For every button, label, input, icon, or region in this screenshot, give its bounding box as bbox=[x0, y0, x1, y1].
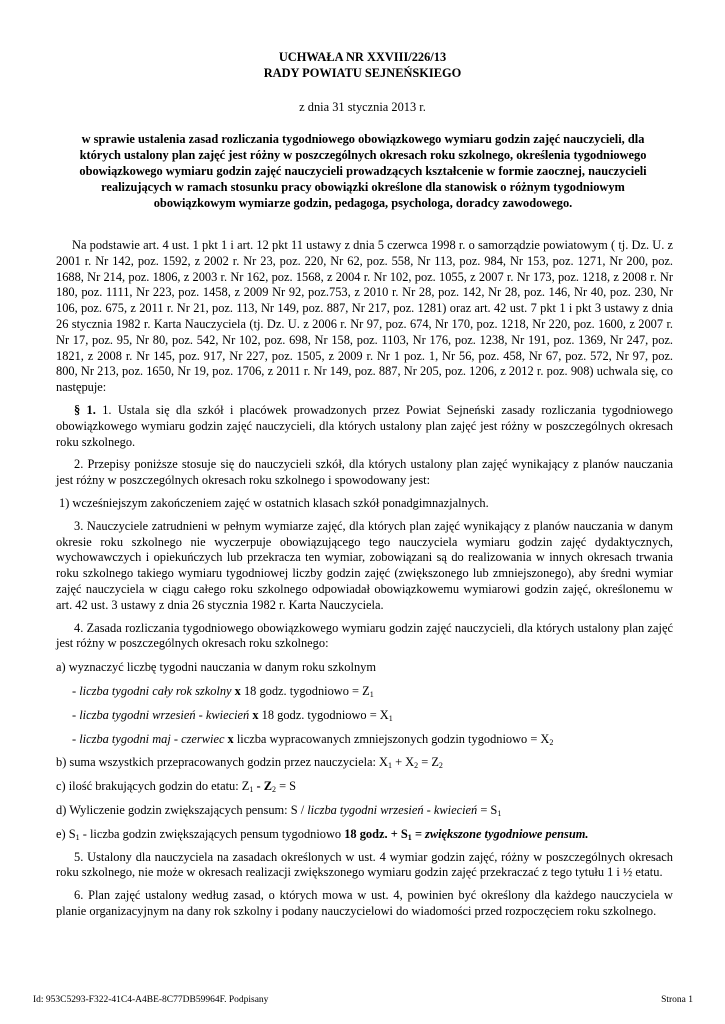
point-c-mid: - Z bbox=[253, 779, 272, 794]
point-e-text: - liczba godzin zwiększających pensum tygodniowo bbox=[79, 826, 345, 841]
times-sign: x bbox=[224, 731, 234, 746]
resolution-date: z dnia 31 stycznia 2013 r. bbox=[299, 100, 426, 114]
subscript: 1 bbox=[249, 785, 254, 795]
point-a: a) wyznaczyć liczbę tygodni nauczania w danym roku szkolnym bbox=[56, 660, 376, 675]
page-number: Strona 1 bbox=[661, 995, 693, 1005]
point-b-text: b) suma wszystkich przepracowanych godzin przez nauczyciela: X bbox=[56, 755, 388, 770]
subscript: 2 bbox=[438, 761, 443, 771]
subscript: 2 bbox=[271, 785, 276, 795]
formula-x1: 18 godz. tygodniowo = X bbox=[258, 707, 389, 722]
document-id: Id: 953C5293-F322-41C4-A4BE-8C77DB59964F. Podpisany bbox=[33, 995, 269, 1005]
point-e bbox=[56, 827, 673, 843]
point-a-line-1 bbox=[56, 684, 673, 700]
point-c bbox=[56, 779, 673, 795]
subscript: 1 bbox=[388, 713, 393, 723]
point-e-bold: 18 godz. + S bbox=[344, 826, 408, 841]
section-mark: § 1. bbox=[74, 402, 96, 417]
times-sign: x bbox=[249, 707, 259, 722]
point-d-italic: liczba tygodni wrzesień - kwiecień bbox=[307, 802, 478, 817]
subscript: 1 bbox=[75, 832, 80, 842]
point-e-result: = zwiększone tygodniowe pensum. bbox=[411, 826, 589, 841]
paragraph-5: 5. Ustalony dla nauczyciela na zasadach określonych w ust. 4 wymiar godzin zajęć, różny w poszczególnych okresach roku szkolnego, nie może w okresach realizacji zwiększonego wymiaru godzin zajęć przekraczać z tego tytułu 1 i ½ etatu. bbox=[56, 849, 673, 880]
subscript: 1 bbox=[407, 832, 412, 842]
point-d-end: = S bbox=[477, 802, 498, 817]
point-d bbox=[56, 803, 673, 819]
page-footer bbox=[33, 994, 693, 1006]
weeks-full-year: liczba tygodni cały rok szkolny bbox=[79, 683, 232, 698]
point-b bbox=[56, 755, 673, 771]
council-name: RADY POWIATU SEJNEŃSKIEGO bbox=[263, 66, 462, 80]
point-e-pre: e) S bbox=[56, 826, 76, 841]
document-body bbox=[56, 238, 673, 920]
point-d-text: d) Wyliczenie godzin zwiększających pensum: S / bbox=[56, 802, 308, 817]
dash: - bbox=[72, 731, 80, 746]
paragraph-4: 4. Zasada rozliczania tygodniowego obowiązkowego wymiaru godzin zajęć nauczycieli, dla których ustalony plan zajęć jest różny w poszczególnych okresach roku szkolnego: bbox=[56, 620, 673, 651]
paragraph-2: 2. Przepisy poniższe stosuje się do nauczycieli szkół, dla których ustalony plan zajęć wynikający z planów nauczania jest różny w poszczególnych okresach roku szkolnego i spowodowany jest: bbox=[56, 457, 673, 488]
subscript: 1 bbox=[388, 761, 392, 771]
formula-x2: liczba wypracowanych zmniejszonych godzin tygodniowo = X bbox=[233, 731, 550, 746]
point-c-end: = S bbox=[275, 779, 297, 794]
subscript: 2 bbox=[549, 737, 554, 747]
point-a-line-2 bbox=[56, 708, 673, 724]
dash: - bbox=[72, 707, 80, 722]
subscript: 1 bbox=[497, 808, 502, 818]
point-b-mid: + X bbox=[392, 755, 415, 770]
section-1-text: 1. Ustala się dla szkół i placówek prowadzonych przez Powiat Sejneński zasady rozliczania tygodniowego obowiązkowego wymiaru godzin zajęć nauczycieli, dla których ustalony plan zajęć jest różny w poszczególnych okresach roku szkolnego. bbox=[56, 402, 673, 449]
section-1-paragraph-1 bbox=[56, 403, 673, 450]
dash: - bbox=[72, 683, 80, 698]
formula-z1: 18 godz. tygodniowo = Z bbox=[240, 683, 370, 698]
times-sign: x bbox=[231, 683, 241, 698]
resolution-subject: w sprawie ustalenia zasad rozliczania tygodniowego obowiązkowego wymiaru godzin zajęć nauczycieli, dla których ustalony plan zajęć jest różny w poszczególnych okresach roku szkolnego, określenia tygodniowego obowiązkowego wymiaru godzin zajęć nauczycieli prowadzących kształcenie w formie zaocznej, nauczycieli realizujących w ramach stosunku pracy obowiązki określone dla stanowisk o różnym tygodniowym obowiązkowym wymiarze godzin, pedagoga, psychologa, doradcy zawodowego. bbox=[79, 132, 647, 210]
paragraph-2-item-1: 1) wcześniejszym zakończeniem zajęć w ostatnich klasach szkół ponadgimnazjalnych. bbox=[59, 495, 489, 510]
paragraph-6: 6. Plan zajęć ustalony według zasad, o których mowa w ust. 4, powinien być określony dla każdego nauczyciela w planie organizacyjnym na dany rok szkolny i podany nauczycielowi do wiadomości przed rozpoczęciem roku szkolnego. bbox=[56, 888, 673, 918]
point-c-text: c) ilość brakujących godzin do etatu: Z bbox=[56, 779, 250, 794]
subscript: 1 bbox=[369, 689, 374, 699]
weeks-sep-apr: liczba tygodni wrzesień - kwiecień bbox=[79, 707, 250, 722]
point-a-line-3 bbox=[56, 732, 673, 748]
paragraph-3: 3. Nauczyciele zatrudnieni w pełnym wymiarze zajęć, dla których plan zajęć wynikający z planów nauczania w danym okresie roku szkolnego nie wyczerpuje obowiązującego tego nauczyciela wymiaru godzin zajęć dydaktycznych, wychowawczych i opiekuńczych lub przekracza ten wymiar, zobowiązani są do realizowania w innych okresach trwania roku szkolnego takiego wymiaru tygodniowej liczby godzin zajęć (zwiększonego lub zmniejszonego), aby średni wymiar zajęć nauczyciela w ciągu całego roku szkolnego odpowiadał obowiązkowemu wymiarowi godzin zajęć, określonemu w art. 42 ust. 3 ustawy z dnia 26 stycznia 1982 r. Karta Nauczyciela. bbox=[56, 518, 673, 612]
weeks-may-jun: liczba tygodni maj - czerwiec bbox=[79, 731, 225, 746]
resolution-number: UCHWAŁA NR XXVIII/226/13 bbox=[278, 50, 447, 64]
subscript: 2 bbox=[414, 761, 419, 771]
point-b-eq: = Z bbox=[418, 755, 439, 770]
preamble-paragraph: Na podstawie art. 4 ust. 1 pkt 1 i art. 12 pkt 11 ustawy z dnia 5 czerwca 1998 r. o samorządzie powiatowym ( tj. Dz. U. z 2001 r. Nr 142, poz. 1592, z 2002 r. Nr 23, poz. 220, Nr 62, poz. 558, Nr 113, poz. 984, Nr 153, poz. 1271, Nr 200, poz. 1688, Nr 214, poz. 1806, z 2003 r. Nr 162, poz. 1568, z 2004 r. Nr 102, poz. 1055, z 2007 r. Nr 173, poz. 1218, z 2008 r. Nr 180, poz. 1111, Nr 223, poz. 1458, z 2009 Nr 92, poz.753, z 2010 r. Nr 28, poz. 142, Nr 28, poz. 146, Nr 40, poz. 230, Nr 106, poz. 675, z 2011 r. Nr 21, poz. 113, Nr 149, poz. 887, Nr 217, poz. 1281) oraz art. 42 ust. 7 pkt 1 i pkt 3 ustawy z dnia 26 stycznia 1982 r. Karta Nauczyciela (tj. Dz. U. z 2006 r. Nr 97, poz. 674, Nr 170, poz. 1218, Nr 220, poz. 1600, z 2007 r. Nr 17, poz. 95, Nr 80, poz. 542, Nr 102, poz. 698, Nr 158, poz. 1103, Nr 176, poz. 1238, Nr 191, poz. 1369, Nr 247, poz. 1821, z 2008 r. Nr 145, poz. 917, Nr 227, poz. 1505, z 2009 r. Nr 1 poz. 1, Nr 56, poz. 458, Nr 67, poz. 572, Nr 97, poz. 800, Nr 213, poz. 1650, Nr 19, poz. 1706, z 2011 r. Nr 149, poz. 887, Nr 205, poz. 1206, z 2012 r. poz. 908) uchwala się, co następuje: bbox=[56, 238, 673, 395]
